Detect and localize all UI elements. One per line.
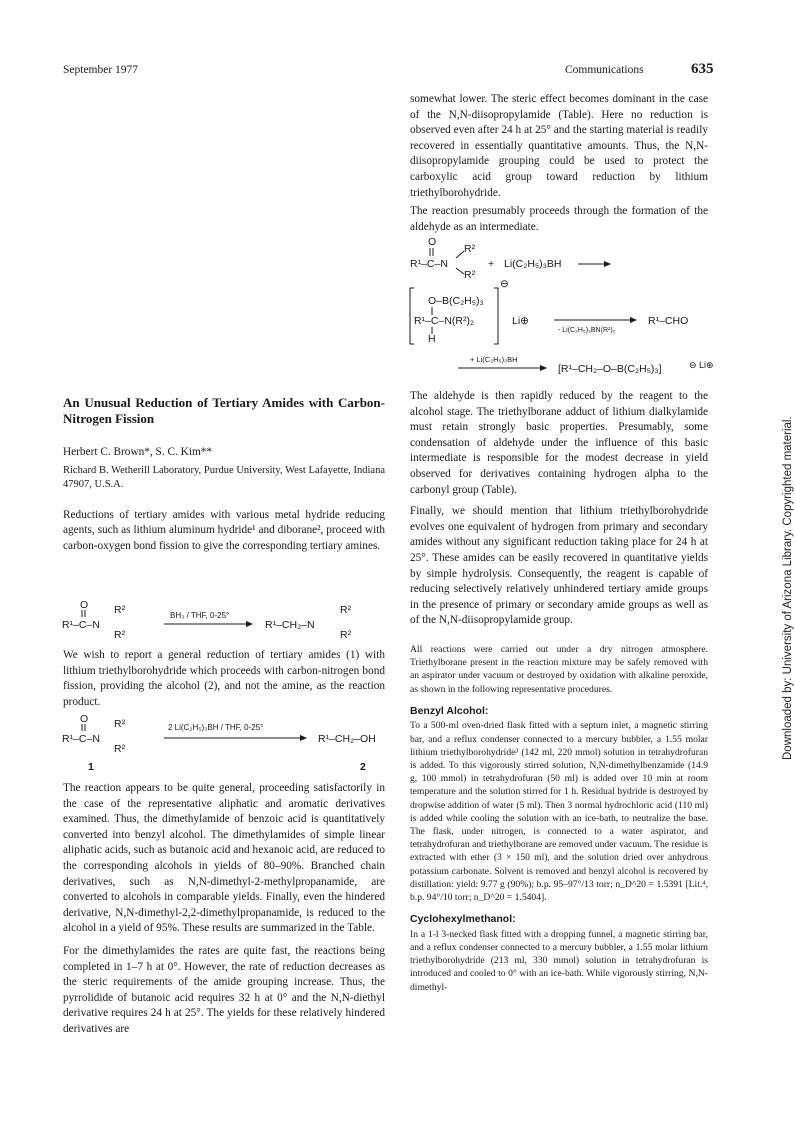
anion-charge: ⊖ xyxy=(500,278,509,290)
r2-upper: R² xyxy=(340,604,352,616)
left-paragraph-2 xyxy=(63,648,385,710)
r2-lower: R² xyxy=(464,269,476,281)
amine-right: R¹–CH₂–N xyxy=(265,619,315,631)
left-paragraphs xyxy=(63,781,385,1038)
right-column-top xyxy=(410,92,708,235)
carbonyl-oxygen: O xyxy=(428,236,437,248)
paragraph: Reductions of tertiary amides with various metal hydride reducing agents, such as lithium aluminum hydride¹ and diborane², proceed with carbon-oxygen bond fission to give the corresponding tertiary amines. xyxy=(63,508,385,552)
page-number: 635 xyxy=(691,61,714,77)
aldehyde: R¹–CHO xyxy=(648,315,689,327)
step2-reagent: + Li(C₂H₅)₃BH xyxy=(470,355,518,364)
paragraph: We wish to report a general reduction of tertiary amides (1) with lithium triethylborohydride which proceeds with carbon-nitrogen bond fission, providing the alcohol (2), and not the amine, as the reaction product. xyxy=(63,649,385,708)
paragraph: In a 1-l 3-necked flask fitted with a dropping funnel, a magnetic stirring bar, and a reflux condenser connected to a mercury bubbler, a 1.55 molar lithium triethylborohydride (213 ml, 330 mmol) solution in tetrahydrofuran is introduced and cooled to 0° with an ice-bath. While vigorously stirring, N,N-dimethyl- xyxy=(410,928,708,993)
intermediate-core: R¹–C–N(R²)₂ xyxy=(414,315,475,327)
r2-upper: R² xyxy=(114,718,126,730)
compound-label-2: 2 xyxy=(360,761,366,773)
elimination-label: - Li(C₂H₅)₃BN(R²)₂ xyxy=(558,327,616,334)
paragraph: To a 500-ml oven-dried flask fitted with a septum inlet, a magnetic stirring bar, and a reflux condenser connected to a mercury bubbler, a 1.55 molar lithium triethylborohydride³ (142 ml, 220 mmol) solution in tetrahydrofuran is added. To this vigorously stirred solution, N,N-dimethylbenzamide (14.9 g, 100 mmol) in tetrahydrofuran (50 ml) is added over 10 min at room temperature and the solution stirred for 1 h. Residual hydride is destroyed by dropwise addition of water (5 ml). Then 3 normal hydrochloric acid (110 ml) is added while cooling the solution with an ice-bath, to neutralize the base. The flask, under nitrogen, is connected to a water aspirator, and tetrahydrofuran and triethylborane are removed under vacuum. The residue is extracted with ether (3 × 150 ml), and the solution dried over anhydrous potassium carbonate. Solvent is removed and benzyl alcohol is recovered by distillation: yield: 9.77 g (90%); b.p. 95–97°/13 torr; n_D^20 = 1.5391 [Lit.⁴, b.p. 94°/10 torr; n_D^20 = 1.5404]. xyxy=(410,720,708,903)
alcohol-right: R¹–CH₂–OH xyxy=(318,733,376,745)
article-title: An Unusual Reduction of Tertiary Amides with Carbon-Nitrogen Fission xyxy=(63,395,385,426)
r2-lower: R² xyxy=(340,629,352,640)
paragraph: The reaction presumably proceeds through the formation of the aldehyde as an intermediate. xyxy=(410,205,708,233)
equation-1 xyxy=(60,598,390,640)
boron-oxygen: O–B(C₂H₅)₃ xyxy=(428,295,484,307)
r2-upper: R² xyxy=(464,243,476,255)
download-notice: Downloaded by: University of Arizona Library. Copyrighted material. xyxy=(782,416,794,760)
authors: Herbert C. Brown*, S. C. Kim** xyxy=(63,446,213,458)
eq2-conditions: 2 Li(C₂H₅)₃BH / THF, 0-25° xyxy=(168,723,264,732)
r2-lower: R² xyxy=(114,629,126,640)
right-column-body xyxy=(410,389,708,994)
amide-left: R¹–C–N xyxy=(62,619,100,631)
final-product: [R¹–CH₂–O–B(C₂H₅)₃] xyxy=(558,363,662,375)
final-counterion: ⊖ Li⊕ xyxy=(689,360,714,370)
procedure-heading: Cyclohexylmethanol: xyxy=(410,913,516,926)
paragraph: The aldehyde is then rapidly reduced by the reagent to the alcohol stage. The triethylborane adduct of lithium dialkylamide must retain strongly basic properties. Presumably, some condensation of aldehyde under the influence of this basic intermediate is responsible for the modest decrease in yield observed for derivatives containing hydrogen alpha to the carbonyl group (Table). xyxy=(410,390,708,496)
header-date: September 1977 xyxy=(63,64,139,76)
amide-core: R¹–C–N xyxy=(410,258,448,270)
paragraph: somewhat lower. The steric effect becomes dominant in the case of the N,N-diisopropylamide (Table). Here no reduction is observed even after 24 h at 25° and the starting material is readily recovered in essentially quantitative amounts. Thus, the N,N-diisopropylamide grouping could be used to protect the carboxylic acid group toward reduction by lithium triethylborohydride. xyxy=(410,93,708,199)
paragraph: The reaction appears to be quite general, proceeding satisfactorily in the case of the representative aliphatic and aromatic derivatives examined. Thus, the dimethylamide of benzoic acid is quantitatively converted into benzyl alcohol. The dimethylamides of simple linear aliphatic acids, such as butanoic acid and hexanoic acid, are reduced to the corresponding alcohols in yields of 80–90%. Branched chain derivatives, such as N,N-dimethyl-2-methylpropanamide, are converted to alcohols in comparable yields. Finally, even the hindered derivative, N,N-dimethyl-2,2-dimethylpropanamide, is reduced to the alcohol in a yield of 95%. These results are summarized in the Table. xyxy=(63,782,385,935)
r2-upper: R² xyxy=(114,604,126,616)
paragraph: Finally, we should mention that lithium triethylborohydride evolves one equivalent of hydrogen from primary and secondary amides without any significant reduction taking place for 24 h at 25°. These amides can be easily recovered in quantitative yields by simple hydrolysis. Consequently, the reagent is capable of reducing selectively relatively unhindered tertiary amide groups in the presence of primary or secondary amide groups as well as of the N,N-diisopropylamide group. xyxy=(410,505,708,627)
reagent-label: Li(C₂H₅)₃BH xyxy=(504,258,562,270)
procedure-heading: Benzyl Alcohol: xyxy=(410,704,489,717)
left-column xyxy=(63,395,385,554)
paragraph: For the dimethylamides the rates are quite fast, the reactions being completed in 1–7 h at 0°. However, the rate of reduction decreases as the steric requirements of the amide grouping increase. Thus, the pyrrolidide of butanoic acid requires 32 h at 0° and the N,N-diethyl derivative requires 24 h at 25°. The yields for these relatively hindered derivatives are xyxy=(63,944,385,1035)
mechanism-scheme xyxy=(408,232,718,382)
carbonyl-oxygen: O xyxy=(80,713,89,725)
equation-2 xyxy=(60,712,390,774)
amide-left: R¹–C–N xyxy=(62,733,100,745)
plus-sign: + xyxy=(488,258,495,270)
hydrogen: H xyxy=(428,333,436,345)
header-section: Communications xyxy=(565,64,644,76)
compound-label-1: 1 xyxy=(88,761,94,773)
lithium-cation: Li⊕ xyxy=(512,315,529,327)
affiliation: Richard B. Wetherill Laboratory, Purdue University, West Lafayette, Indiana 47907, U.S.A. xyxy=(63,464,385,490)
eq1-conditions: BH₃ / THF, 0-25° xyxy=(170,611,230,620)
r2-lower: R² xyxy=(114,743,126,755)
paragraph: All reactions were carried out under a dry nitrogen atmosphere. Triethylborane present in the reaction mixture may be safely removed with an aspirator under vacuum or destroyed by oxidation with alkaline peroxide, as shown in the following representative procedures. xyxy=(410,643,708,695)
carbonyl-oxygen: O xyxy=(80,599,89,611)
